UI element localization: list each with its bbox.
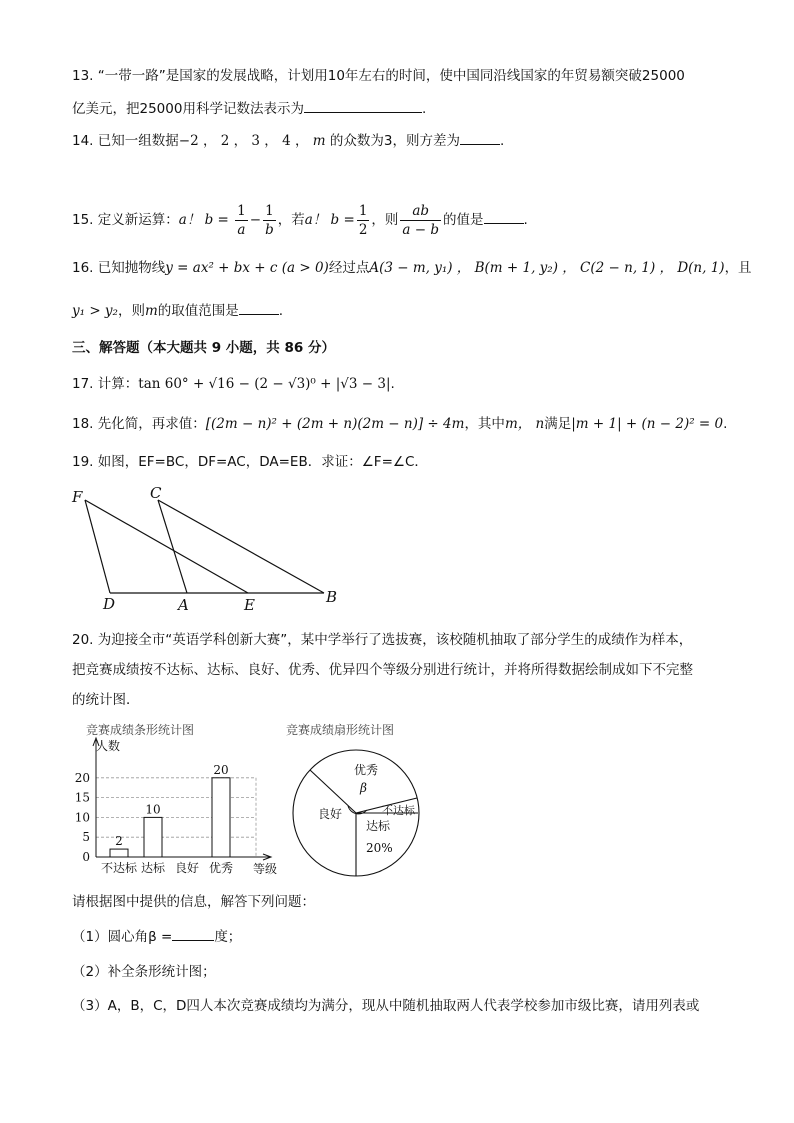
bar-data-label: 10 xyxy=(145,802,161,817)
frac-numerator: 1 xyxy=(358,202,368,219)
label-a: A xyxy=(178,596,189,614)
section-heading: 三、解答题（本大题共 9 小题，共 86 分） xyxy=(72,340,335,356)
pie-chart xyxy=(284,718,434,878)
q18-prefix: 18. 先化简，再求值： xyxy=(72,416,206,432)
q15-frac-1 xyxy=(235,202,248,239)
y-tick-label: 10 xyxy=(74,810,90,825)
q18-vars: m， n xyxy=(504,416,545,432)
q16-points: A(3 − m, y₁) ， B(m + 1, y₂) ， C(2 − n, 1) ， D(n, 1) xyxy=(369,260,725,276)
sub3-line: （3）A，B，C，D四人本次竞赛成绩均为满分，现从中随机抽取两人代表学校参加市级比赛，请用列表或 xyxy=(72,998,700,1014)
q16-prefix: 16. 已知抛物线 xyxy=(72,260,166,276)
label-b: B xyxy=(326,588,338,606)
q18-condition: |m + 1| + (n − 2)² = 0 xyxy=(571,416,724,432)
x-axis-label: 等级 xyxy=(252,862,278,876)
bar xyxy=(110,849,128,857)
slice-label-excellent: 优秀 xyxy=(354,763,379,777)
x-tick-label: 达标 xyxy=(140,861,166,875)
x-tick-label: 优秀 xyxy=(208,861,234,875)
frac-numerator: 1 xyxy=(237,202,246,219)
q13-line2 xyxy=(72,98,426,119)
q16-mid: 经过点 xyxy=(328,260,370,276)
answer-blank xyxy=(239,300,279,315)
q13-line1: 13. “一带一路”是国家的发展战略，计划用10年左右的时间，使中国同沿线国家的年贸易额突破25000 xyxy=(72,68,685,84)
x-tick-label: 不达标 xyxy=(100,861,138,875)
slice-label-pass-percent: 20% xyxy=(366,841,393,855)
q18-mid: ，其中 xyxy=(464,416,505,432)
q15-prefix: 15. 定义新运算： xyxy=(72,212,179,228)
q17-expression: tan 60° + √16 − (2 − √3)⁰ + |√3 − 3| xyxy=(138,376,391,392)
sub1-line xyxy=(72,926,241,947)
x-tick-label: 良好 xyxy=(174,861,200,875)
q20-line1: 20. 为迎接全市“英语学科创新大赛”，某中学举行了选拔赛，该校随机抽取了部分学生的成绩作为样本， xyxy=(72,632,693,648)
q15-frac-2 xyxy=(263,202,276,239)
label-f: F xyxy=(72,488,83,506)
answer-blank xyxy=(172,926,214,941)
bar-chart-ylabel: 人数 xyxy=(96,739,121,753)
q16-end: . xyxy=(278,303,284,319)
q15-cond: a！ b = xyxy=(304,212,355,228)
q15-frac-4 xyxy=(400,202,441,239)
bar-chart-title: 竞赛成绩条形统计图 xyxy=(86,723,195,737)
q15-end: . xyxy=(523,212,528,228)
q14-prefix: 14. 已知一组数据 xyxy=(72,133,179,149)
q18-end: . xyxy=(723,416,728,432)
bar-data-label: 2 xyxy=(115,834,123,849)
q16-var-m: m xyxy=(144,303,158,319)
q16-suffix: 的取值范围是 xyxy=(157,303,239,319)
slice-label-pass: 达标 xyxy=(366,819,391,833)
bar-data-label: 20 xyxy=(213,762,229,777)
after-chart-text: 请根据图中提供的信息，解答下列问题： xyxy=(72,894,315,910)
q18-expression: [(2m − n)² + (2m + n)(2m − n)] ÷ 4m xyxy=(205,416,465,432)
y-tick-label: 0 xyxy=(82,850,90,864)
y-tick-label: 5 xyxy=(82,830,90,845)
q16-line1 xyxy=(72,258,752,278)
frac-numerator: 1 xyxy=(263,202,276,221)
frac-numerator: ab xyxy=(400,202,441,221)
figure-19-geometry xyxy=(60,480,360,615)
q15-then: ，则 xyxy=(371,212,399,228)
q17-end: . xyxy=(390,376,395,392)
q18-line xyxy=(72,414,727,434)
q19-line: 19. 如图，EF=BC，DF=AC，DA=EB．求证：∠F=∠C． xyxy=(72,454,428,470)
q20-line3: 的统计图． xyxy=(72,692,140,708)
segment-fe xyxy=(85,500,248,593)
q15-line xyxy=(72,200,528,240)
sub2-line: （2）补全条形统计图； xyxy=(72,964,216,980)
y-tick-label: 20 xyxy=(74,770,90,785)
q15-frac-3 xyxy=(357,202,370,239)
q20-line2: 把竞赛成绩按不达标、达标、良好、优秀、优异四个等级分别进行统计，并将所得数据绘制成如下不完整 xyxy=(72,662,693,678)
q16-equation: y = ax² + bx + c (a > 0) xyxy=(165,260,329,276)
sub1-unit: 度； xyxy=(214,929,242,945)
label-e: E xyxy=(244,596,255,614)
minus-sign: − xyxy=(249,212,262,228)
frac-denominator: a − b xyxy=(402,221,439,238)
label-c: C xyxy=(150,484,162,502)
sub1-text: （1）圆心角β = xyxy=(72,929,173,945)
q16-tail: ，且 xyxy=(724,260,752,276)
slice-label-beta: β xyxy=(360,781,367,795)
q15-suffix: 的值是 xyxy=(443,212,484,228)
q17-prefix: 17. 计算： xyxy=(72,376,139,392)
frac-denominator: 2 xyxy=(358,221,368,238)
q13-end: . xyxy=(421,101,427,117)
frac-denominator: b xyxy=(265,221,274,238)
slice-label-good: 良好 xyxy=(318,807,343,821)
q14-data: −2 ， 2 ， 3 ， 4 ， xyxy=(178,133,313,149)
q16-cond: y₁ > y₂ xyxy=(72,303,118,319)
answer-blank xyxy=(460,130,500,145)
answer-blank xyxy=(484,209,524,224)
q14-line xyxy=(72,130,504,151)
pie-chart-title: 竞赛成绩扇形统计图 xyxy=(286,723,395,737)
q15-def: a！ b = xyxy=(178,212,229,228)
q13-text: 亿美元，把25000用科学记数法表示为 xyxy=(72,101,304,117)
bar-chart xyxy=(60,718,280,883)
bar xyxy=(212,778,230,857)
q16-line2 xyxy=(72,300,283,321)
q14-var-m: m xyxy=(312,133,326,149)
q16-then: ，则 xyxy=(117,303,145,319)
y-tick-label: 15 xyxy=(74,790,90,805)
q14-end: . xyxy=(499,133,505,149)
segment-fd xyxy=(85,500,110,593)
q17-line xyxy=(72,374,395,394)
slice-label-fail: 不达标 xyxy=(382,804,415,817)
q14-suffix: 的众数为3，则方差为 xyxy=(325,133,460,149)
frac-denominator: a xyxy=(237,221,246,238)
q15-mid: ，若 xyxy=(277,212,305,228)
q18-cond-text: 满足 xyxy=(544,416,572,432)
bar xyxy=(144,817,162,857)
label-d: D xyxy=(103,595,116,613)
answer-blank xyxy=(304,98,422,113)
